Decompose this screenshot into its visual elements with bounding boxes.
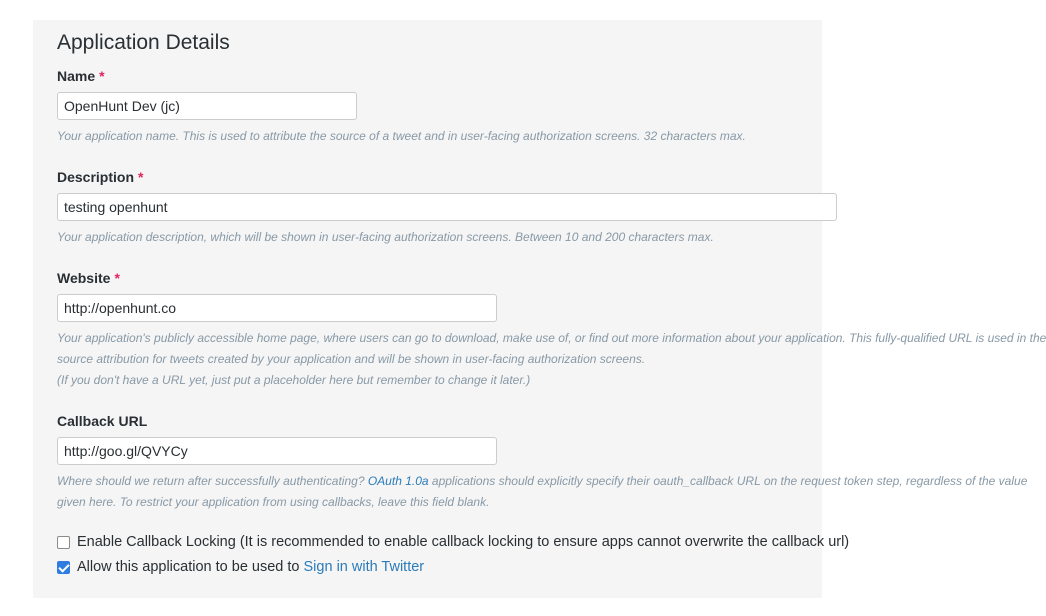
description-label bbox=[57, 169, 143, 185]
website-help-line-2: source attribution for tweets created by your application and will be shown in user-facing authorization screens. bbox=[57, 352, 646, 366]
oauth-link[interactable]: OAuth 1.0a bbox=[367, 474, 429, 488]
required-marker: * bbox=[99, 68, 105, 84]
application-details-panel bbox=[33, 20, 1046, 598]
description-input[interactable] bbox=[57, 193, 837, 221]
description-label-text: Description bbox=[57, 169, 135, 185]
sign-in-with-twitter-link[interactable]: Sign in with Twitter bbox=[303, 559, 425, 575]
callback-help-line-1 bbox=[57, 471, 1027, 492]
name-label-text: Name bbox=[57, 68, 96, 84]
website-help-line-3: (If you don't have a URL yet, just put a placeholder here but remember to change it later.) bbox=[57, 373, 531, 387]
website-label-text: Website bbox=[57, 270, 111, 286]
required-marker: * bbox=[114, 270, 120, 286]
name-label bbox=[57, 68, 105, 84]
callback-locking-row[interactable] bbox=[57, 534, 849, 550]
description-help: Your application description, which will be shown in user-facing authorization screens. Between 10 and 200 characters max. bbox=[57, 230, 714, 244]
callback-locking-checkbox[interactable] bbox=[57, 536, 70, 549]
sign-in-label: Allow this application to be used to bbox=[77, 559, 300, 575]
callback-locking-label: Enable Callback Locking (It is recommended to enable callback locking to ensure apps cannot overwrite the callback url) bbox=[77, 534, 850, 550]
name-input[interactable] bbox=[57, 92, 357, 120]
section-title: Application Details bbox=[57, 31, 230, 54]
callback-help-text-continued: applications should explicitly specify their oauth_callback URL on the request token step, regardless of the value bbox=[431, 474, 1028, 488]
callback-help-line-2: given here. To restrict your application from using callbacks, leave this field blank. bbox=[57, 495, 490, 509]
sign-in-with-twitter-row[interactable] bbox=[57, 559, 424, 575]
sign-in-with-twitter-checkbox[interactable] bbox=[57, 561, 70, 574]
website-help-line-1: Your application's publicly accessible home page, where users can go to download, make use of, or find out more information about your application. This fully-qualified URL is used in the bbox=[57, 331, 1046, 345]
callback-url-label: Callback URL bbox=[57, 413, 148, 429]
required-marker: * bbox=[138, 169, 144, 185]
callback-url-input[interactable] bbox=[57, 437, 497, 465]
website-input[interactable] bbox=[57, 294, 497, 322]
website-label bbox=[57, 270, 120, 286]
callback-help-text: Where should we return after successfully authenticating? bbox=[57, 474, 365, 488]
name-help: Your application name. This is used to attribute the source of a tweet and in user-facing authorization screens. 32 characters max. bbox=[57, 129, 746, 143]
